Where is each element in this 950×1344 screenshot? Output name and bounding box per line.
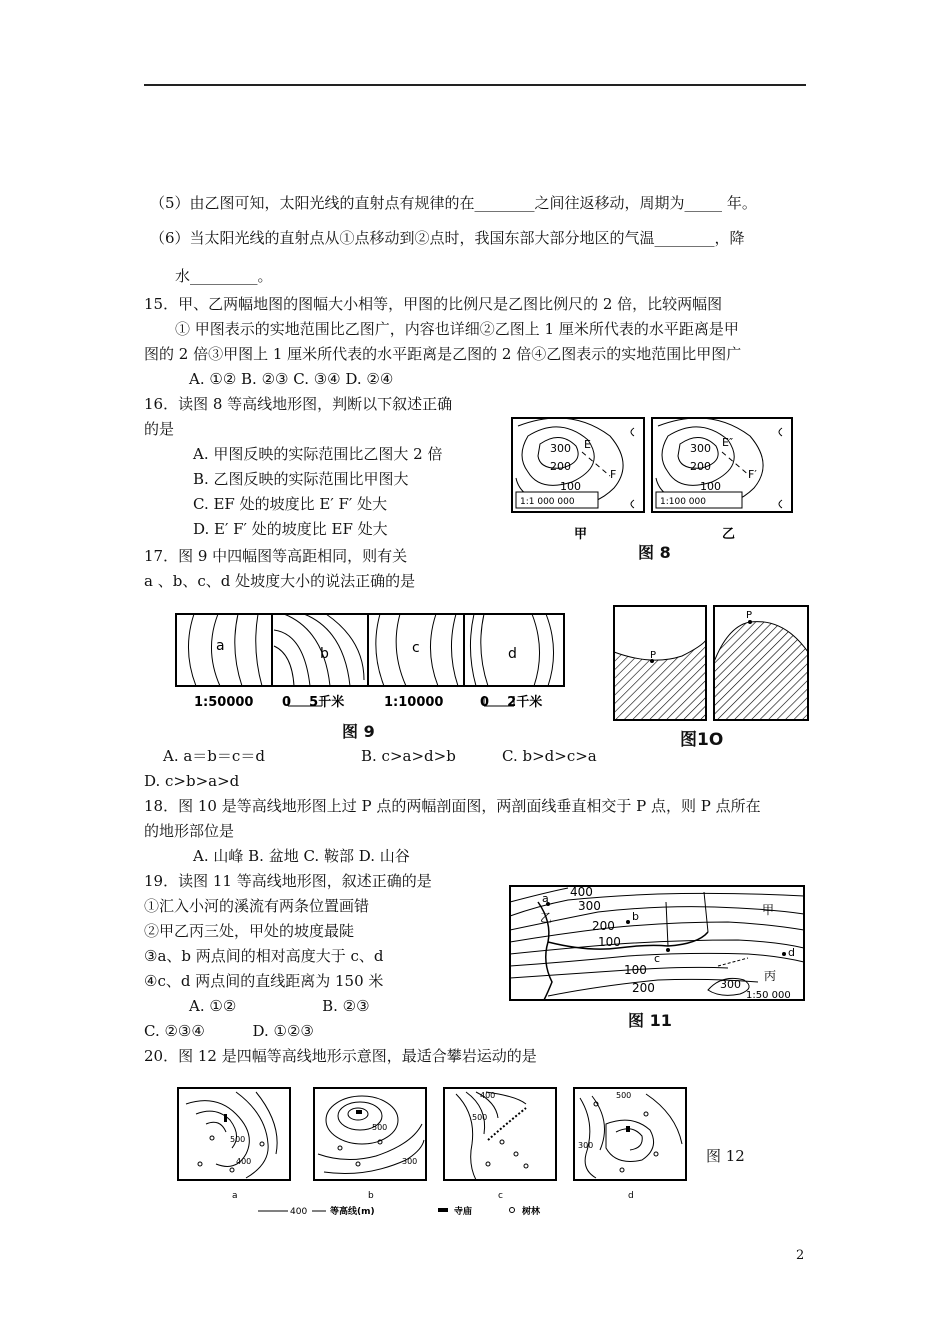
fig12-legend-temple: 寺庙 [454, 1207, 473, 1217]
fig12-legend-400: 400 [290, 1207, 308, 1217]
fig10-p-left: P [650, 650, 657, 661]
fig11-c: c [654, 952, 661, 965]
fig9-scale-3: 1:10000 [384, 695, 444, 710]
fig12-caption: 图 12 [706, 1147, 745, 1165]
q15-options: A. ①② B. ②③ C. ③④ D. ②④ [189, 370, 394, 388]
q17-option-c: C. b>d>c>a [502, 747, 597, 765]
q17-stem-1: 17．图 9 中四幅图等高距相同，则有关 [144, 547, 408, 565]
fig11-jia: 甲 [762, 903, 775, 917]
fig8-right-label: 乙 [722, 527, 736, 542]
fig12-a-400: 400 [236, 1157, 252, 1166]
fig12-label-a: a [232, 1191, 238, 1201]
q19-statement-1: ①汇入小河的溪流有两条位置画错 [144, 897, 370, 915]
figure-12 [176, 1084, 696, 1218]
fig12-b-500: 500 [372, 1123, 388, 1132]
fig12-b-300: 300 [402, 1157, 418, 1166]
fig11-contours [510, 888, 804, 1000]
figure-10 [612, 604, 810, 722]
page-number: 2 [796, 1248, 805, 1263]
q18-stem-1: 18．图 10 是等高线地形图上过 P 点的两幅剖面图，两剖面线垂直相交于 P 点，则 P 点所在 [144, 797, 761, 815]
figure-8 [510, 416, 800, 544]
fig11-300b: 300 [720, 978, 741, 991]
fig8-right-f: F′ [748, 468, 757, 481]
fig9-scale-2: 0 5千米 [282, 695, 345, 710]
fig9-scale-1: 1:50000 [194, 695, 254, 710]
fig12-a-500: 500 [230, 1135, 246, 1144]
fig11-b: b [632, 910, 639, 923]
fig12-d-500: 500 [616, 1091, 632, 1100]
q19-statement-3: ③a、b 两点间的相对高度大于 c、d [144, 947, 384, 965]
fig12-c-500: 500 [472, 1113, 488, 1122]
q19-options-cd: C. ②③④ D. ①②③ [144, 1022, 314, 1040]
q17-option-b: B. c>a>d>b [361, 747, 456, 765]
fig9-scale-4: 0 2千米 [480, 695, 543, 710]
q18-options: A. 山峰 B. 盆地 C. 鞍部 D. 山谷 [193, 847, 410, 865]
fig11-200b: 200 [632, 981, 655, 995]
fig8-right-scale: 1:100 000 [660, 497, 706, 507]
fig12-map-c [444, 1088, 556, 1180]
fig9-label-b: b [320, 646, 329, 662]
fig8-left-100: 100 [560, 480, 581, 493]
fig8-right-e: E″ [722, 436, 734, 449]
fig11-caption: 图 11 [628, 1011, 672, 1030]
fig12-map-a [178, 1088, 290, 1180]
fig12-d-300: 300 [578, 1141, 594, 1150]
fig12-map-b [314, 1088, 426, 1180]
fig9-contours [188, 614, 553, 686]
fig8-right-300: 300 [690, 442, 711, 455]
figure-9 [174, 610, 566, 718]
fig11-200: 200 [592, 919, 615, 933]
fig9-label-c: c [412, 640, 420, 656]
q15-stem-2: ① 甲图表示的实地范围比乙图广，内容也详细②乙图上 1 厘米所代表的水平距离是甲 [175, 320, 739, 338]
q19-stem: 19．读图 11 等高线地形图，叙述正确的是 [144, 872, 432, 890]
q19-statement-4: ④c、d 两点间的直线距离为 150 米 [144, 972, 384, 990]
fig11-a: a [542, 892, 549, 905]
q14-item-6: （6）当太阳光线的直射点从①点移动到②点时，我国东部大部分地区的气温________，降 [150, 229, 745, 247]
fig8-caption: 图 8 [638, 543, 671, 562]
fig12-c-400: 400 [480, 1091, 496, 1100]
q19-statement-2: ②甲乙丙三处，甲处的坡度最陡 [144, 922, 355, 940]
fig12-legend-forest: 树林 [522, 1207, 541, 1217]
q19-options-ab: A. ①② B. ②③ [189, 997, 370, 1015]
fig11-100b: 100 [624, 963, 647, 977]
q17-stem-2: a 、b、c、d 处坡度大小的说法正确的是 [144, 572, 416, 590]
fig8-left-scale: 1:1 000 000 [520, 497, 575, 507]
q16-option-d: D. E′ F′ 处的坡度比 EF 处大 [193, 520, 388, 538]
fig8-left-e: E [584, 438, 591, 451]
fig11-bing: 丙 [764, 969, 777, 983]
figure-11 [508, 882, 808, 1004]
fig8-right-200: 200 [690, 460, 711, 473]
fig9-label-d: d [508, 646, 517, 662]
fig9-caption: 图 9 [342, 722, 375, 741]
fig8-left-300: 300 [550, 442, 571, 455]
fig11-yi: 乙 [540, 911, 553, 925]
fig12-legend-contour: 等高线(m) [330, 1207, 375, 1217]
fig12-label-d: d [628, 1191, 634, 1201]
fig12-label-b: b [368, 1191, 374, 1201]
fig11-300: 300 [578, 899, 601, 913]
q18-stem-2: 的地形部位是 [144, 822, 235, 840]
fig12-map-d [574, 1088, 686, 1180]
q15-stem-1: 15．甲、乙两幅地图的图幅大小相等，甲图的比例尺是乙图比例尺的 2 倍，比较两幅图 [144, 295, 723, 313]
q14-item-6-cont: 水_________。 [175, 267, 273, 285]
fig8-left-f: F [610, 468, 617, 481]
fig11-100: 100 [598, 935, 621, 949]
fig11-d: d [788, 946, 795, 959]
q15-stem-3: 图的 2 倍③甲图上 1 厘米所代表的水平距离是乙图的 2 倍④乙图表示的实地范围比甲图广 [144, 345, 742, 363]
fig8-left-label: 甲 [574, 527, 588, 542]
q17-option-a: A. a＝b＝c＝d [163, 747, 265, 765]
header-rule [144, 84, 806, 86]
q16-stem-2: 的是 [144, 420, 175, 438]
fig11-scale: 1:50 000 [746, 990, 791, 1001]
q17-option-d: D. c>b>a>d [144, 772, 240, 790]
fig9-label-a: a [216, 638, 225, 654]
fig12-label-c: c [498, 1191, 503, 1201]
q16-stem-1: 16．读图 8 等高线地形图，判断以下叙述正确 [144, 395, 453, 413]
q14-item-5: （5）由乙图可知，太阳光线的直射点有规律的在________之间往返移动，周期为_____ 年。 [150, 194, 757, 212]
fig11-400: 400 [570, 885, 593, 899]
q20-stem: 20．图 12 是四幅等高线地形示意图，最适合攀岩运动的是 [144, 1047, 537, 1065]
q16-option-c: C. EF 处的坡度比 E′ F′ 处大 [193, 495, 388, 513]
fig10-p-right: P [746, 610, 753, 621]
fig10-caption: 图1O [680, 730, 724, 750]
q16-option-b: B. 乙图反映的实际范围比甲图大 [193, 470, 409, 488]
fig8-left-200: 200 [550, 460, 571, 473]
q16-option-a: A. 甲图反映的实际范围比乙图大 2 倍 [193, 445, 443, 463]
fig8-right-100: 100 [700, 480, 721, 493]
